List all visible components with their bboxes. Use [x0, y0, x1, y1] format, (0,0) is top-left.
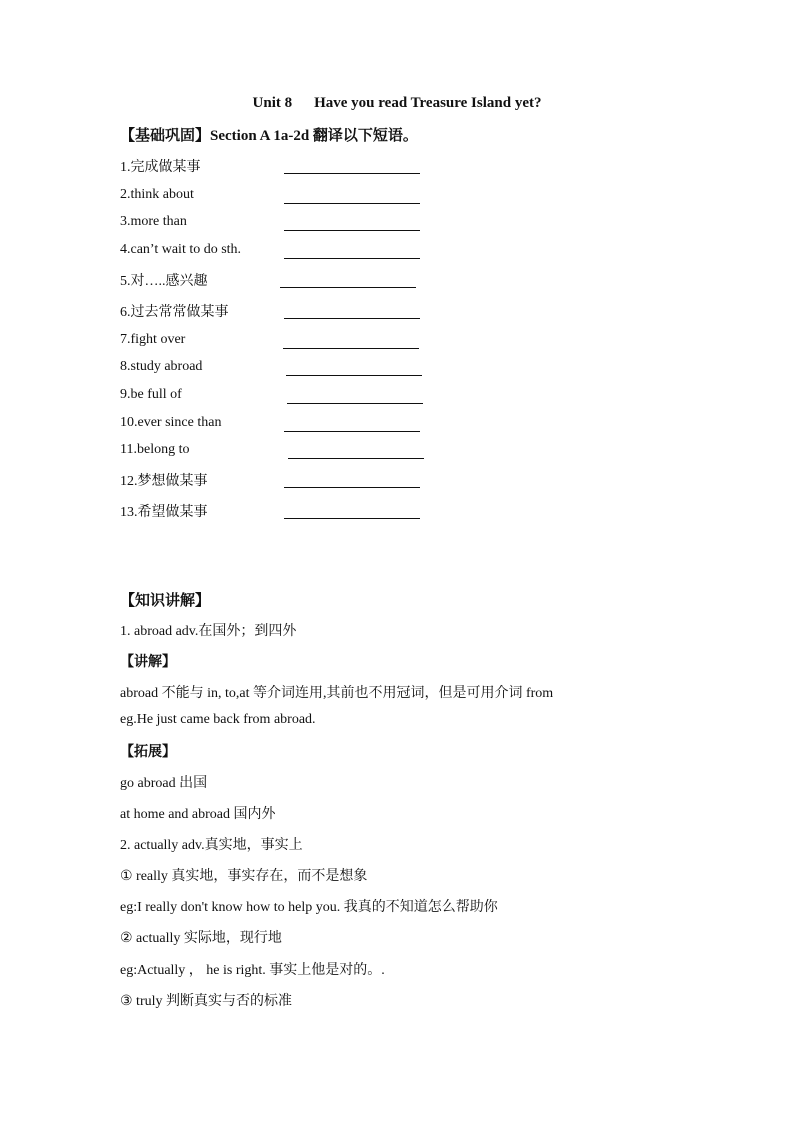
- phrase-item: 5.对…..感兴趣: [120, 274, 208, 289]
- page-title: [0, 95, 794, 112]
- knowledge-line: eg:I really don't know how to help you. 我真的不知道怎么帮助你: [120, 900, 498, 915]
- phrase-item: 3.more than: [120, 214, 187, 229]
- knowledge-line: ② actually 实际地，现行地: [120, 931, 282, 946]
- answer-blank[interactable]: [286, 375, 422, 376]
- knowledge-line: eg.He just came back from abroad.: [120, 712, 316, 727]
- knowledge-line: 1. abroad adv.在国外；到四外: [120, 624, 297, 639]
- knowledge-line: 【讲解】: [120, 655, 176, 670]
- phrase-item: 2.think about: [120, 187, 194, 202]
- knowledge-line: 2. actually adv.真实地，事实上: [120, 838, 303, 853]
- knowledge-line: ① really 真实地，事实存在，而不是想象: [120, 869, 368, 884]
- answer-blank[interactable]: [284, 431, 420, 432]
- answer-blank[interactable]: [284, 318, 420, 319]
- phrase-item: 12.梦想做某事: [120, 474, 208, 489]
- knowledge-line: ③ truly 判断真实与否的标准: [120, 994, 292, 1009]
- answer-blank[interactable]: [284, 258, 420, 259]
- answer-blank[interactable]: [280, 287, 416, 288]
- knowledge-header: 【知识讲解】: [120, 593, 211, 609]
- answer-blank[interactable]: [284, 173, 420, 174]
- phrase-item: 13.希望做某事: [120, 505, 208, 520]
- phrase-item: 4.can’t wait to do sth.: [120, 242, 242, 257]
- answer-blank[interactable]: [284, 203, 420, 204]
- section-header: 【基础巩固】Section A 1a-2d 翻译以下短语。: [120, 128, 418, 144]
- answer-blank[interactable]: [284, 487, 420, 488]
- phrase-item: 7.fight over: [120, 332, 186, 347]
- phrase-item: 10.ever since than: [120, 415, 222, 430]
- unit-label: Unit 8: [252, 95, 293, 111]
- answer-blank[interactable]: [284, 518, 420, 519]
- answer-blank[interactable]: [284, 230, 420, 231]
- phrase-item: 9.be full of: [120, 387, 182, 402]
- unit-question: Have you read Treasure Island yet?: [314, 95, 542, 111]
- phrase-item: 8.study abroad: [120, 359, 203, 374]
- phrase-item: 6.过去常常做某事: [120, 305, 229, 320]
- knowledge-line: go abroad 出国: [120, 776, 208, 791]
- phrase-item: 1.完成做某事: [120, 160, 201, 175]
- answer-blank[interactable]: [283, 348, 419, 349]
- knowledge-line: at home and abroad 国内外: [120, 807, 276, 822]
- answer-blank[interactable]: [287, 403, 423, 404]
- knowledge-line: eg:Actually ， he is right. 事实上他是对的。.: [120, 963, 385, 978]
- phrase-item: 11.belong to: [120, 442, 190, 457]
- knowledge-line: 【拓展】: [120, 745, 176, 760]
- answer-blank[interactable]: [288, 458, 424, 459]
- knowledge-line: abroad 不能与 in, to,at 等介词连用,其前也不用冠词，但是可用介词 from: [120, 686, 554, 701]
